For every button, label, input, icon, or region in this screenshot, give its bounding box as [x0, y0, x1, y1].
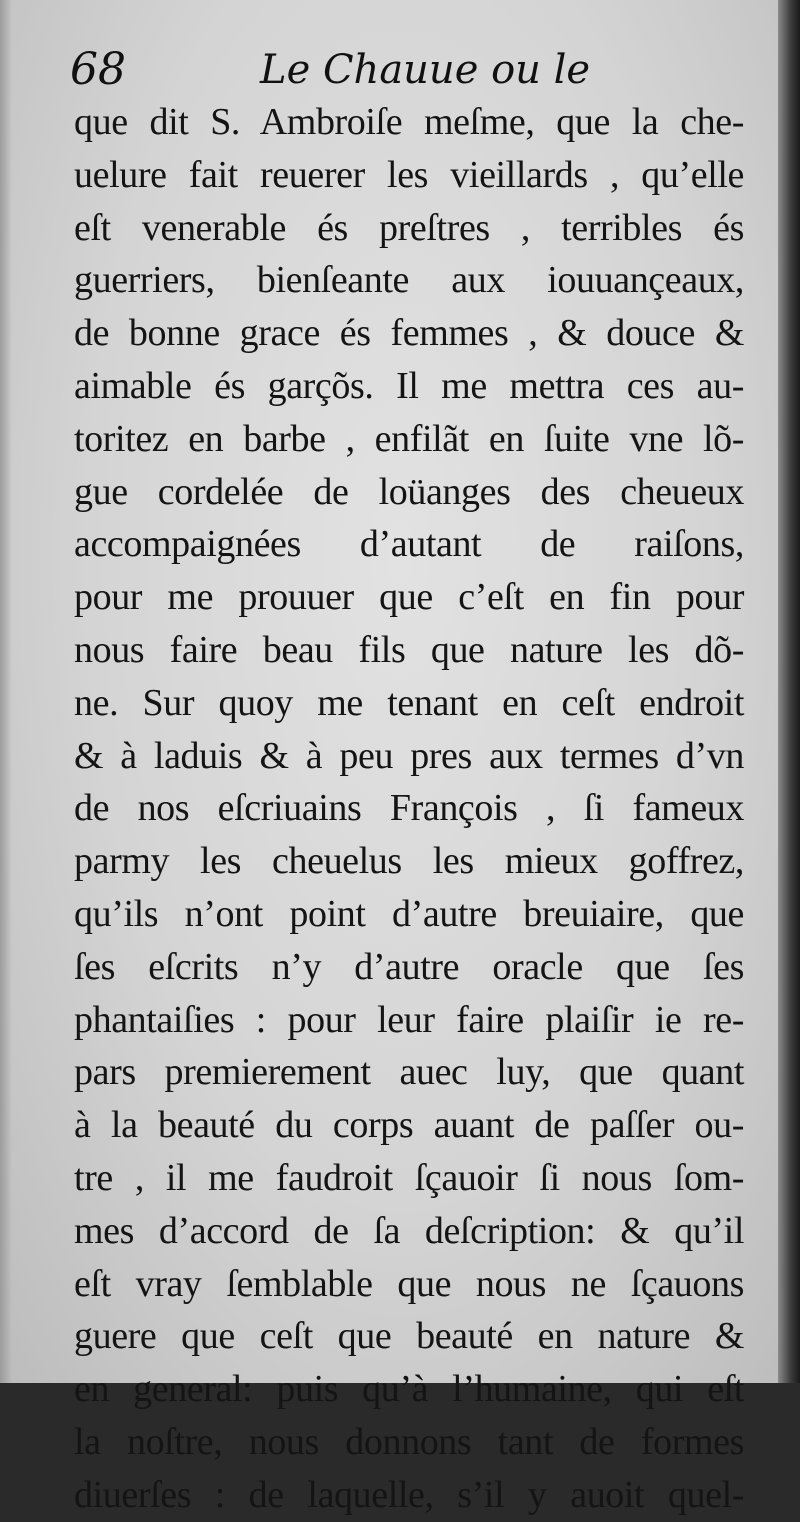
text-line: que dit S. Ambroiſe meſme, que la che-: [74, 101, 744, 143]
text-line: à la beauté du corps auant de paſſer ou-: [74, 1104, 744, 1147]
text-line: diuerſes : de laquelle, s’il y auoit quel-: [74, 1473, 744, 1516]
text-line: ne. Sur quoy me tenant en ceſt endroit: [74, 681, 744, 724]
text-line: accompaignées d’autant de raiſons,: [74, 523, 744, 566]
running-title: Le Chauue ou le: [260, 47, 591, 93]
page-left-edge-shadow: [0, 0, 12, 1383]
text-line: en general: puis qu’à l’humaine, qui eſt: [74, 1368, 744, 1411]
text-line: de bonne grace és femmes , & douce &: [74, 312, 744, 355]
text-line: pour me prouuer que c’eſt en fin pour: [74, 576, 744, 619]
page-number: 68: [70, 44, 126, 95]
text-line: toritez en barbe , enfilãt en ſuite vne lõ-: [74, 417, 744, 460]
text-line: qu’ils n’ont point d’autre breuiaire, que: [74, 892, 744, 935]
text-line: nous faire beau fils que nature les dõ-: [74, 628, 744, 671]
text-line: tre , il me faudroit ſçauoir ſi nous ſom-: [74, 1156, 744, 1199]
text-line: guerriers, bienſeante aux iouuançeaux,: [74, 259, 744, 302]
text-line: aimable és garçõs. Il me mettra ces au-: [74, 364, 744, 407]
text-line: de nos eſcriuains François , ſi fameux: [74, 787, 744, 830]
text-line: & à laduis & à peu pres aux termes d’vn: [74, 734, 744, 777]
text-line: eſt vray ſemblable que nous ne ſçauons: [74, 1262, 744, 1305]
text-line: ſes eſcrits n’y d’autre oracle que ſes: [74, 945, 744, 988]
text-line: guere que ceſt que beauté en nature &: [74, 1315, 744, 1358]
text-line: parmy les cheuelus les mieux goffrez,: [74, 840, 744, 883]
binding-gutter-shadow: [778, 0, 800, 1383]
text-line: phantaiſies : pour leur faire plaiſir ie re-: [74, 998, 744, 1041]
text-line: eſt venerable és preſtres , terribles és: [74, 206, 744, 249]
text-line: uelure fait reuerer les vieillards , qu’elle: [74, 153, 744, 196]
body-text: [74, 96, 744, 1522]
text-line: mes d’accord de ſa deſcription: & qu’il: [74, 1209, 744, 1252]
text-line: pars premierement auec luy, que quant: [74, 1051, 744, 1094]
text-line: la noſtre, nous donnons tant de formes: [74, 1420, 744, 1463]
page-header: [70, 40, 730, 100]
text-line: gue cordelée de loüanges des cheueux: [74, 470, 744, 513]
